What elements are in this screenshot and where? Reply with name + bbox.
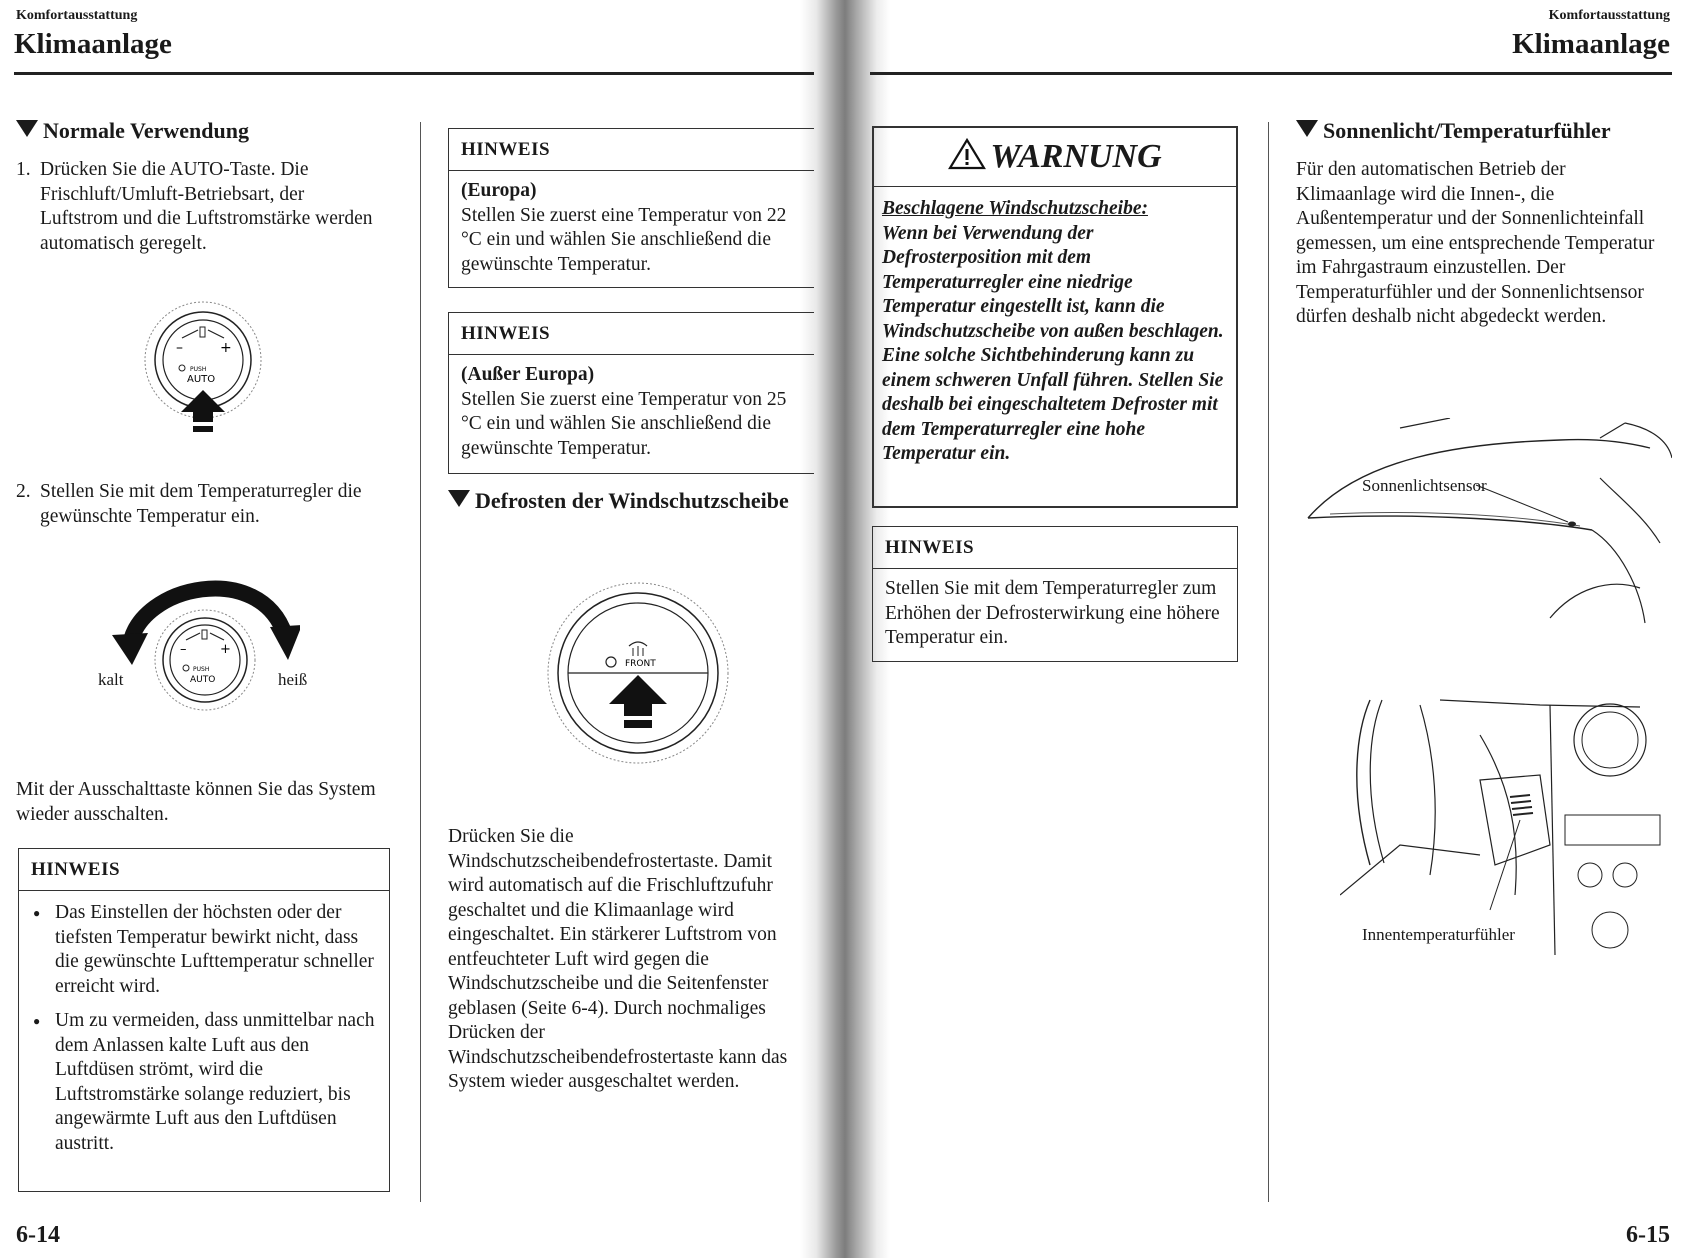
warning-text: Wenn bei Verwendung der Defrosterposition mit dem Temperaturregler eine niedrige Temperatur eingestellt ist, kann die Windschutzscheibe von außen beschlagen. Eine solche Sichtbehinderung kann zu einem schweren Unfall führen. Stellen Sie deshalb bei eingeschaltetem Defroster mit dem Temperaturregler eine hohe Temperatur ein. xyxy=(882,222,1224,464)
left-page-title: Klimaanlage xyxy=(14,28,172,60)
svg-text:+: + xyxy=(220,340,232,356)
right-section-label: Komfortausstattung xyxy=(1548,8,1670,23)
step-2: 2. Stellen Sie mit dem Temperaturregler die gewünschte Temperatur ein. xyxy=(16,481,362,527)
note-title: HINWEIS xyxy=(449,313,814,355)
triangle-bullet-icon xyxy=(448,490,470,507)
note-bullet-2: ● Um zu vermeiden, dass unmittelbar nach dem Anlassen kalte Luft aus den Luftdüsen strömt, wird die Luftstromstärke solange reduziert, bis angewärmte Luft aus den Luftdüsen austritt. xyxy=(31,1009,377,1156)
label-inner-temperature-sensor: Innentemperaturfühler xyxy=(1362,925,1515,944)
svg-text:–: – xyxy=(180,642,187,657)
sensor-heading: Sonnenlicht/Temperaturfühler xyxy=(1296,118,1611,144)
warning-subheading: Beschlagene Windschutzscheibe: xyxy=(882,198,1148,219)
note-box-temperature xyxy=(18,848,390,1192)
svg-text:AUTO: AUTO xyxy=(187,374,216,385)
left-section-label: Komfortausstattung xyxy=(16,8,138,23)
normal-use-heading: Normale Verwendung xyxy=(16,118,249,144)
off-text: Mit der Ausschalttaste können Sie das System wieder ausschalten. xyxy=(16,779,376,825)
svg-text:PUSH: PUSH xyxy=(190,366,207,373)
note-text: Stellen Sie zuerst eine Temperatur von 25 °C ein und wählen Sie anschließend die gewünschte Temperatur. xyxy=(461,388,787,459)
svg-text:AUTO: AUTO xyxy=(190,675,216,685)
svg-text:FRONT: FRONT xyxy=(625,659,656,669)
warning-title: WARNUNG xyxy=(874,128,1236,187)
note-text: Stellen Sie zuerst eine Temperatur von 22 °C ein und wählen Sie anschließend die gewünschte Temperatur. xyxy=(461,204,787,275)
right-page-title: Klimaanlage xyxy=(1512,28,1670,60)
triangle-bullet-icon xyxy=(16,120,38,137)
defrost-text: Drücken Sie die Windschutzscheibendefrostertaste. Damit wird automatisch auf die Frischluftzufuhr geschaltet und die Klimaanlage wird eingeschaltet. Ein stärkerer Luftstrom von entfeuchteter Luft wird gegen die Windschutzscheibe und die Seitenfenster geblasen (Seite 6-4). Durch nochmaliges Drücken der Windschutzscheibendefrostertaste kann das System wieder ausgeschaltet werden. xyxy=(448,826,788,1092)
step-1: 1. Drücken Sie die AUTO-Taste. Die Frischluft/Umluft-Betriebsart, der Luftstrom und die Luftstromstärke werden automatisch geregelt. xyxy=(16,159,373,254)
windshield-sunlight-sensor-illustration xyxy=(1300,418,1672,648)
triangle-bullet-icon xyxy=(1296,120,1318,137)
defrost-heading: Defrosten der Windschutzscheibe xyxy=(448,488,814,514)
note-box-europe xyxy=(448,128,814,288)
column-divider-right xyxy=(1268,122,1269,1202)
note-title: HINWEIS xyxy=(873,527,1237,569)
svg-text:–: – xyxy=(176,340,183,356)
sensor-text: Für den automatischen Betrieb der Klimaanlage wird die Innen-, die Außentemperatur und der Sonnenlichteinfall gemessen, um eine entsprechende Temperatur im Fahrgastraum einzustellen. Der Temperaturfühler und der Sonnenlichtsensor dürfen deshalb nicht abgedeckt werden. xyxy=(1296,159,1655,327)
note-subtitle: (Europa) xyxy=(461,180,537,201)
warning-box xyxy=(872,126,1238,508)
temperature-dial-illustration xyxy=(110,565,300,725)
note-title: HINWEIS xyxy=(449,129,814,171)
column-divider-left xyxy=(420,122,421,1202)
warning-triangle-icon xyxy=(948,138,986,170)
page-number-left: 6-14 xyxy=(16,1222,60,1248)
note-bullet-1: ● Das Einstellen der höchsten oder der tiefsten Temperatur bewirkt nicht, dass die gewünschte Lufttemperatur schneller erreicht wird. xyxy=(31,901,377,999)
label-hot: heiß xyxy=(278,670,308,689)
svg-text:PUSH: PUSH xyxy=(193,666,210,673)
label-sunlight-sensor: Sonnenlichtsensor xyxy=(1362,476,1487,495)
defrost-button-illustration xyxy=(545,580,731,766)
note-box-defrost xyxy=(872,526,1238,662)
note-box-non-europe xyxy=(448,312,814,474)
right-header-rule xyxy=(870,72,1672,75)
note-text: Stellen Sie mit dem Temperaturregler zum Erhöhen der Defrosterwirkung eine höhere Temperatur ein. xyxy=(885,578,1220,648)
auto-dial-illustration xyxy=(140,300,270,440)
label-cold: kalt xyxy=(98,670,124,689)
svg-text:+: + xyxy=(220,642,231,657)
page-number-right: 6-15 xyxy=(1626,1222,1670,1248)
note-title: HINWEIS xyxy=(19,849,389,891)
note-subtitle: (Außer Europa) xyxy=(461,364,595,385)
left-header-rule xyxy=(14,72,814,75)
